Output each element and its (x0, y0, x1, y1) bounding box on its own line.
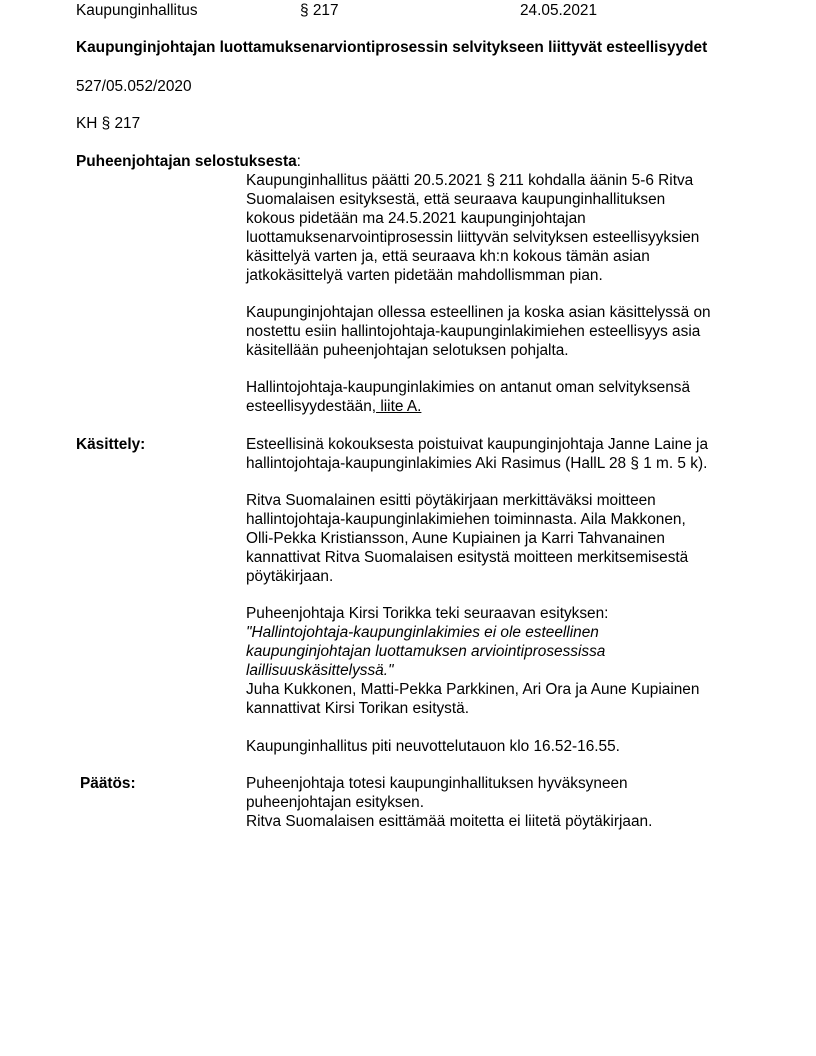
text-line: hallintojohtaja-kaupunginlakimiehen toiminnasta. Aila Makkonen, (246, 511, 686, 528)
header-date: 24.05.2021 (520, 2, 598, 19)
text-line: Puheenjohtaja totesi kaupunginhallituksen hyväksyneen (246, 775, 628, 792)
text-line: Ritva Suomalaisen esittämää moitetta ei liitetä pöytäkirjaan. (246, 813, 653, 830)
text-line: luottamuksenarvointiprosessin liittyvän selvityksen esteellisyyksien (246, 229, 700, 246)
paatos-paragraph (246, 774, 746, 831)
text-line: kannattivat Kirsi Torikan esitystä. (246, 700, 469, 717)
text-span: esteellisyydestään, (246, 398, 377, 415)
text-line: Puheenjohtaja Kirsi Torikka teki seuraavan esityksen: (246, 605, 609, 622)
selostus-label-colon: : (296, 153, 301, 170)
text-line: Kaupunginjohtajan ollessa esteellinen ja koska asian käsittelyssä on (246, 304, 711, 321)
header-section: § 217 (300, 2, 339, 19)
selostus-label-text: Puheenjohtajan selostuksesta (76, 153, 297, 170)
text-line: Suomalaisen esityksestä, että seuraava kaupunginhallituksen (246, 191, 666, 208)
selostus-label (76, 152, 301, 171)
text-line: Olli-Pekka Kristiansson, Aune Kupiainen ja Karri Tahvanainen (246, 530, 665, 547)
quote-line: laillisuuskäsittelyssä." (246, 662, 394, 679)
text-line: puheenjohtajan esityksen. (246, 794, 424, 811)
selostus-paragraph-1 (246, 171, 746, 285)
text-line: Kaupunginhallitus piti neuvottelutauon klo 16.52-16.55. (246, 738, 620, 755)
kasittely-paragraph-3 (246, 604, 746, 718)
reference-number: 527/05.052/2020 (76, 78, 192, 95)
text-line: jatkokäsittelyä varten pidetään mahdollismman pian. (246, 267, 603, 284)
kasittely-paragraph-2 (246, 491, 746, 586)
selostus-paragraph-2 (246, 303, 746, 360)
text-line: pöytäkirjaan. (246, 568, 334, 585)
text-line: nostettu esiin hallintojohtaja-kaupunginlakimiehen esteellisyys asia (246, 323, 701, 340)
text-line: käsittelyä varten ja, että seuraava kh:n kokous tämän asian (246, 248, 650, 265)
kh-section: KH § 217 (76, 115, 141, 132)
text-line: Ritva Suomalainen esitti pöytäkirjaan merkittäväksi moitteen (246, 492, 656, 509)
kasittely-paragraph-1 (246, 435, 746, 473)
quote-line: kaupunginjohtajan luottamuksen arviointiprosessissa (246, 643, 606, 660)
text-line: Kaupunginhallitus päätti 20.5.2021 § 211 kohdalla äänin 5-6 Ritva (246, 172, 694, 189)
text-line: kokous pidetään ma 24.5.2021 kaupunginjohtajan (246, 210, 586, 227)
kasittely-paragraph-4 (246, 737, 746, 756)
document-title: Kaupunginjohtajan luottamuksenarviontiprosessin selvitykseen liittyvät esteellisyydet (76, 39, 708, 56)
paatos-label: Päätös: (80, 775, 136, 792)
selostus-paragraph-3 (246, 378, 746, 416)
text-line: Hallintojohtaja-kaupunginlakimies on antanut oman selvityksensä (246, 379, 691, 396)
kasittely-label: Käsittely: (76, 436, 146, 453)
text-line: Juha Kukkonen, Matti-Pekka Parkkinen, Ari Ora ja Aune Kupiainen (246, 681, 700, 698)
text-line (246, 397, 746, 416)
text-line: hallintojohtaja-kaupunginlakimies Aki Rasimus (HallL 28 § 1 m. 5 k). (246, 455, 708, 472)
header-organ: Kaupunginhallitus (76, 2, 198, 19)
text-line: kannattivat Ritva Suomalaisen esitystä moitteen merkitsemisestä (246, 549, 689, 566)
attachment-link[interactable]: liite A. (376, 398, 422, 415)
text-line: käsitellään puheenjohtajan selotuksen pohjalta. (246, 342, 569, 359)
text-line: Esteellisinä kokouksesta poistuivat kaupunginjohtaja Janne Laine ja (246, 436, 709, 453)
quote-line: "Hallintojohtaja-kaupunginlakimies ei ole esteellinen (246, 624, 599, 641)
